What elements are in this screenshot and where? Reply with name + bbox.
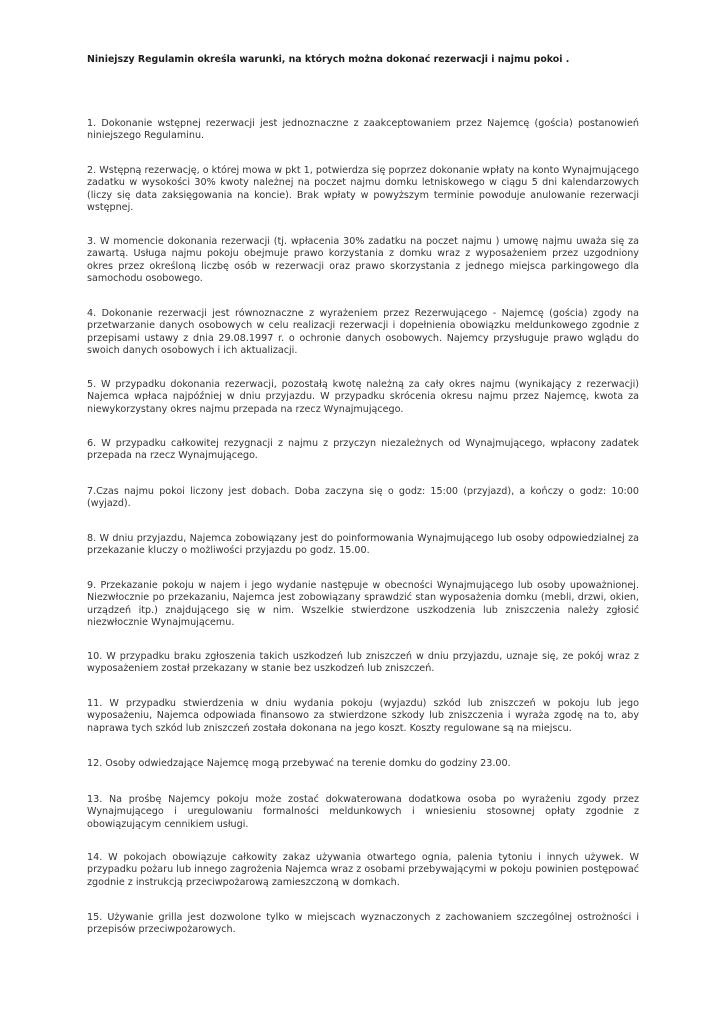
paragraph-9: 9. Przekazanie pokoju w najem i jego wydanie następuje w obecności Wynajmującego lub osoby upoważnionej. Niezwłocznie po przekazaniu, Najemca jest zobowiązany sprawdzić stan wyposażenia domku (mebli, drzwi, okien, urządzeń itp.) znajdującego się w nim. Wszelkie stwierdzone uszkodzenia lub zniszczenia należy zgłosić niezwłocznie Wynajmującemu. (87, 580, 639, 629)
paragraph-5: 5. W przypadku dokonania rezerwacji, pozostałą kwotę należną za cały okres najmu (wynikający z rezerwacji) Najemca wpłaca najpóźniej w dniu przyjazdu. W przypadku skrócenia okresu najmu przez Najemcę, kwota za niewykorzystany okres najmu przepada na rzecz Wynajmującego. (87, 379, 639, 415)
paragraph-6: 6. W przypadku całkowitej rezygnacji z najmu z przyczyn niezależnych od Wynajmującego, wpłacony zadatek przepada na rzecz Wynajmującego. (87, 438, 639, 462)
paragraph-8: 8. W dniu przyjazdu, Najemca zobowiązany jest do poinformowania Wynajmującego lub osoby odpowiedzialnej za przekazanie kluczy o możliwości przyjazdu po godz. 15.00. (87, 533, 639, 557)
paragraph-4: 4. Dokonanie rezerwacji jest równoznaczne z wyrażeniem przez Rezerwującego - Najemcę (gościa) zgody na przetwarzanie danych osobowych w celu realizacji rezerwacji i dopełnienia obowiązku meldunkowego zgodnie z przepisami ustawy z dnia 29.08.1997 r. o ochronie danych osobowych. Najemcy przysługuje prawo wglądu do swoich danych osobowych i ich aktualizacji. (87, 308, 639, 357)
paragraph-10: 10. W przypadku braku zgłoszenia takich uszkodzeń lub zniszczeń w dniu przyjazdu, uznaje się, ze pokój wraz z wyposażeniem został przekazany w stanie bez uszkodzeń lub zniszczeń. (87, 651, 639, 675)
paragraph-14: 14. W pokojach obowiązuje całkowity zakaz używania otwartego ognia, palenia tytoniu i innych używek. W przypadku pożaru lub innego zagrożenia Najemca wraz z osobami przebywającymi w pokoju powinien postępować zgodnie z instrukcją przeciwpożarową zamieszczoną w domkach. (87, 852, 639, 888)
paragraph-13: 13. Na prośbę Najemcy pokoju może zostać dokwaterowana dodatkowa osoba po wyrażeniu zgody przez Wynajmującego i uregulowaniu formalności meldunkowych i wniesieniu stosownej opłaty zgodnie z obowiązującym cennikiem usługi. (87, 794, 639, 830)
paragraph-15: 15. Używanie grilla jest dozwolone tylko w miejscach wyznaczonych z zachowaniem szczególnej ostrożności i przepisów przeciwpożarowych. (87, 912, 639, 936)
paragraph-12: 12. Osoby odwiedzające Najemcę mogą przebywać na terenie domku do godziny 23.00. (87, 758, 511, 769)
paragraph-3: 3. W momencie dokonania rezerwacji (tj. wpłacenia 30% zadatku na poczet najmu ) umowę najmu uważa się za zawartą. Usługa najmu pokoju obejmuje prawo korzystania z domku wraz z wyposażeniem przez uzgodniony okres przez określoną liczbę osób w rezerwacji oraz prawo skorzystania z jednego miejsca parkingowego dla samochodu osobowego. (87, 236, 639, 285)
paragraph-1: 1. Dokonanie wstępnej rezerwacji jest jednoznaczne z zaakceptowaniem przez Najemcę (gościa) postanowień niniejszego Regulaminu. (87, 118, 639, 142)
paragraph-7: 7.Czas najmu pokoi liczony jest dobach. Doba zaczyna się o godz: 15:00 (przyjazd), a kończy o godz: 10:00 (wyjazd). (87, 486, 639, 510)
paragraph-2: 2. Wstępną rezerwację, o której mowa w pkt 1, potwierdza się poprzez dokonanie wpłaty na konto Wynajmującego zadatku w wysokości 30% kwoty należnej na poczet najmu domku letniskowego w ciągu 5 dni kalendarzowych (liczy się data zaksięgowania na koncie). Brak wpłaty w powyższym terminie powoduje anulowanie rezerwacji wstępnej. (87, 165, 639, 214)
paragraph-11: 11. W przypadku stwierdzenia w dniu wydania pokoju (wyjazdu) szkód lub zniszczeń w pokoju lub jego wyposażeniu, Najemca odpowiada finansowo za stwierdzone szkody lub zniszczenia i wyraża zgodę na to, aby naprawa tych szkód lub zniszczeń została dokonana na jego koszt. Koszty regulowane są na miejscu. (87, 698, 639, 734)
document-title: Niniejszy Regulamin określa warunki, na których można dokonać rezerwacji i najmu pokoi . (87, 54, 570, 65)
